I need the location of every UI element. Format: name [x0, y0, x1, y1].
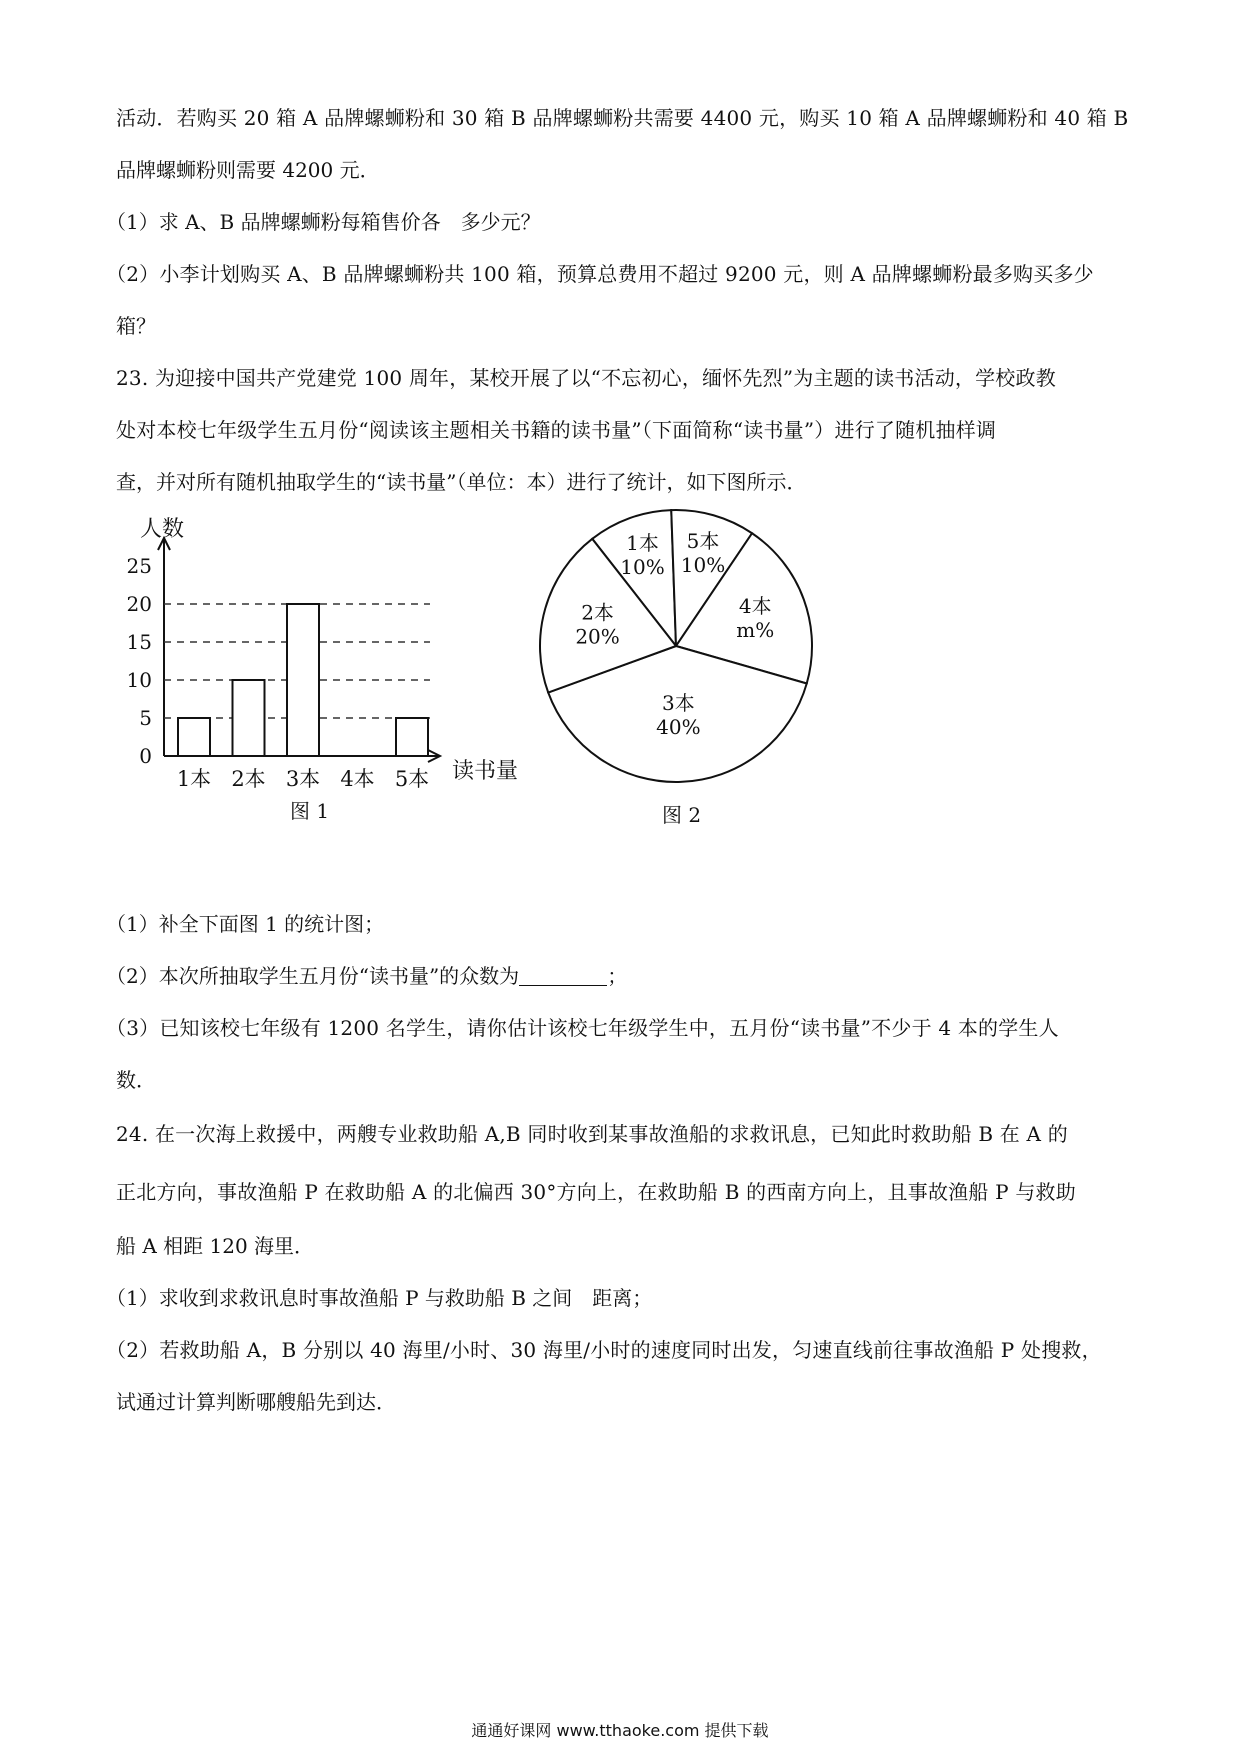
- bar-1本: [178, 718, 210, 756]
- x-tick-label: 2本: [231, 767, 266, 791]
- q24-part-2-line-1: （2）若救助船 A，B 分别以 40 海里/小时、30 海里/小时的速度同时出发，匀速直线前往事故渔船 P 处搜救，: [106, 1338, 1102, 1362]
- x-tick-label: 5本: [394, 767, 430, 791]
- q22-line-2: 品牌螺蛳粉则需要 4200 元．: [116, 158, 380, 182]
- q24-line-3: 船 A 相距 120 海里．: [116, 1234, 315, 1258]
- q22-line-1: 活动．若购买 20 箱 A 品牌螺蛳粉和 30 箱 B 品牌螺蛳粉共需要 4400 元，购买 10 箱 A 品牌螺蛳粉和 40 箱 B: [116, 106, 1129, 130]
- x-tick-label: 4本: [340, 767, 375, 791]
- q23-part-3-line-1: （3）已知该校七年级有 1200 名学生，请你估计该校七年级学生中，五月份“读书量”不少于 4 本的学生人: [106, 1016, 1059, 1040]
- q22-part-1: （1）求 A、B 品牌螺蛳粉每箱售价各 多少元？: [106, 210, 541, 234]
- x-tick-label: 1本: [176, 767, 212, 791]
- pie-slice-percent: 10%: [620, 554, 665, 579]
- y-tick-label: 15: [126, 630, 152, 654]
- pie-slice-label: 2本: [581, 600, 614, 625]
- pie-chart-figure-2: [530, 500, 830, 840]
- q24-line-2: 正北方向，事故渔船 P 在救助船 A 的北偏西 30°方向上，在救助船 B 的西南方向上，且事故渔船 P 与救助: [116, 1180, 1076, 1204]
- q22-part-2-line-2: 箱？: [116, 314, 156, 338]
- q24-part-1: （1）求收到求救讯息时事故渔船 P 与救助船 B 之间 距离；: [106, 1286, 653, 1310]
- y-tick-label: 20: [126, 592, 152, 616]
- pie-slice-label: 3本: [662, 690, 695, 715]
- q24-line-1: 24. 在一次海上救援中，两艘专业救助船 A,B 同时收到某事故渔船的求救讯息，已知此时救助船 B 在 A 的: [116, 1122, 1068, 1146]
- q23-line-3: 查，并对所有随机抽取学生的“读书量”（单位：本）进行了统计，如下图所示．: [116, 470, 807, 494]
- bar-chart-figure-1: [110, 508, 540, 828]
- x-tick-label: 3本: [285, 767, 321, 791]
- pie-slice-percent: 40%: [656, 714, 701, 739]
- q23-part-3-line-2: 数．: [116, 1068, 156, 1092]
- y-tick-label: 0: [139, 744, 152, 768]
- q23-line-1: 23. 为迎接中国共产党建党 100 周年，某校开展了以“不忘初心，缅怀先烈”为主题的读书活动，学校政教: [116, 366, 1056, 390]
- bar-2本: [233, 680, 265, 756]
- x-axis-label: 读书量: [452, 759, 519, 784]
- q24-part-2-line-2: 试通过计算判断哪艘船先到达．: [116, 1390, 396, 1414]
- pie-slice-percent: m%: [736, 618, 775, 643]
- figure-2-caption: 图 2: [662, 803, 702, 827]
- pie-slice-label: 5本: [686, 528, 720, 553]
- pie-slice-label: 4本: [738, 594, 772, 619]
- q23-part-2-end: ；: [607, 964, 628, 988]
- q22-part-2-line-1: （2）小李计划购买 A、B 品牌螺蛳粉共 100 箱，预算总费用不超过 9200 元，则 A 品牌螺蛳粉最多购买多少: [106, 262, 1094, 286]
- y-tick-label: 5: [139, 706, 152, 730]
- pie-slice-label: 1本: [626, 530, 659, 555]
- q23-line-2: 处对本校七年级学生五月份“阅读该主题相关书籍的读书量”（下面简称“读书量”）进行了随机抽样调: [116, 418, 997, 442]
- q23-part-2: [106, 962, 627, 990]
- figure-1-caption: 图 1: [290, 799, 330, 823]
- bar-5本: [396, 718, 428, 756]
- pie-slice-percent: 10%: [680, 552, 726, 577]
- answer-blank: [519, 965, 607, 986]
- pie-slice-percent: 20%: [575, 624, 620, 649]
- q23-part-1: （1）补全下面图 1 的统计图；: [106, 912, 385, 936]
- y-tick-label: 10: [126, 668, 152, 692]
- q23-part-2-text: （2）本次所抽取学生五月份“读书量”的众数为: [106, 964, 520, 988]
- bar-3本: [287, 604, 319, 756]
- y-tick-label: 25: [126, 554, 152, 578]
- y-axis-label: 人数: [140, 517, 185, 542]
- page-footer: 通通好课网 www.tthaoke.com 提供下载: [471, 1721, 769, 1740]
